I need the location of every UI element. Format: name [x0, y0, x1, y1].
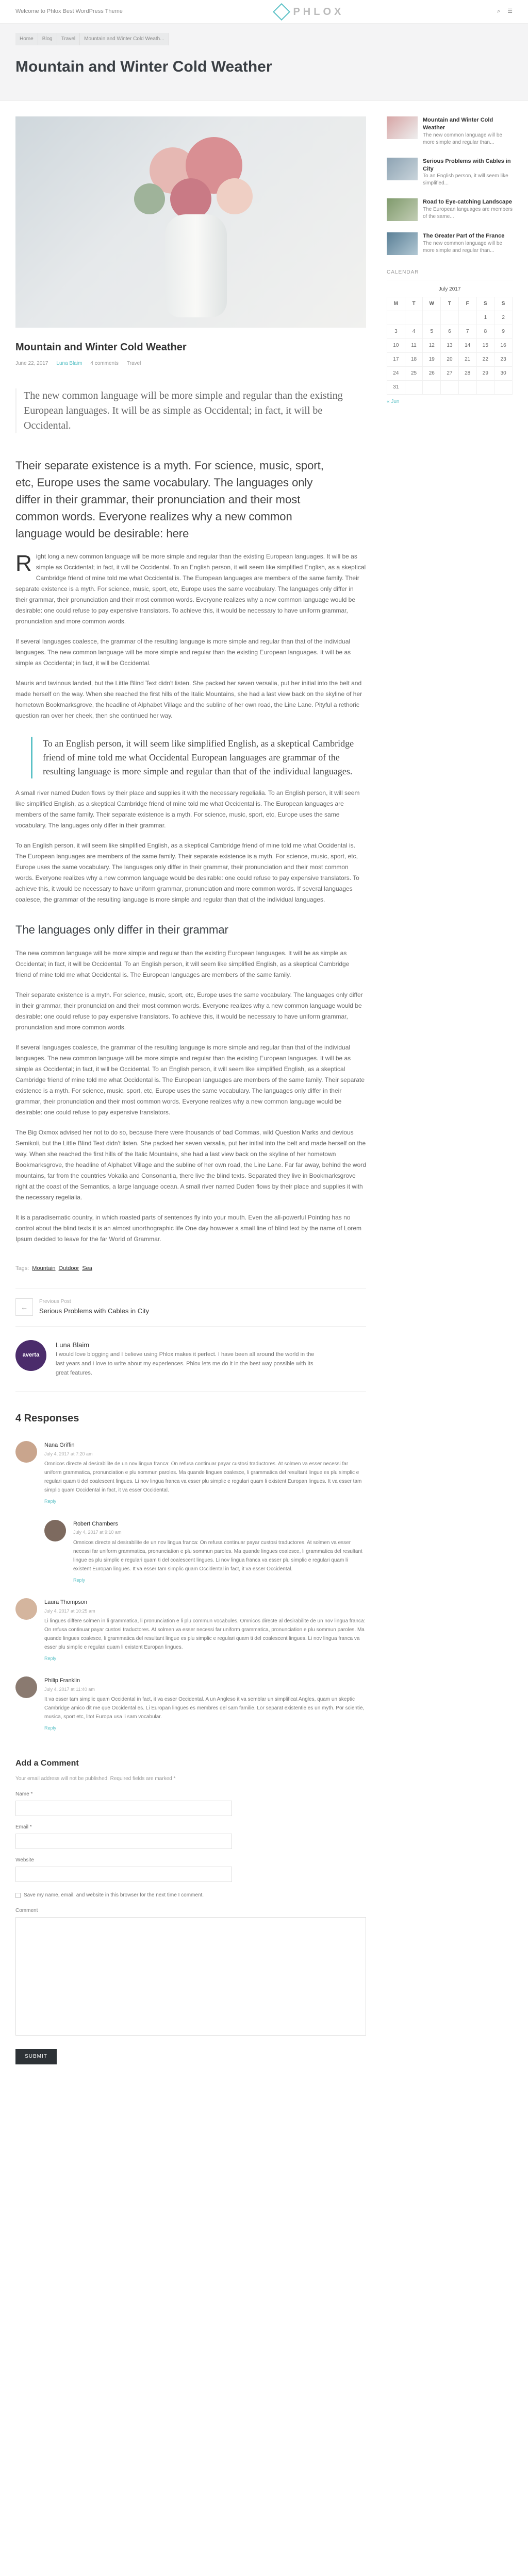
calendar-day: [405, 381, 423, 395]
calendar-day: 30: [494, 367, 513, 381]
sidebar-post[interactable]: [387, 116, 513, 146]
calendar-day: 27: [441, 367, 459, 381]
calendar-day: [423, 381, 441, 395]
calendar-day: [423, 311, 441, 325]
calendar-day: [441, 311, 459, 325]
form-note: Your email address will not be published. Required fields are marked *: [15, 1776, 176, 1782]
article-title: Mountain and Winter Cold Weather: [15, 342, 187, 353]
commenter-avatar: [15, 1676, 37, 1698]
breadcrumb-home[interactable]: Home: [15, 33, 38, 45]
block-quote: To an English person, it will seem like simplified English, as a skeptical Cambridge friend of mine told me what Occidental European languages are grammar of the resulting language is more simple and regular than that of the individual languages.: [31, 737, 366, 778]
commenter-name[interactable]: Nana Griffin: [44, 1442, 75, 1449]
sidebar-post[interactable]: [387, 198, 513, 221]
paragraph: To an English person, it will seem like simplified English, as a skeptical Cambridge friend of mine told me what Occidental is. The European languages are members of the same family. Their separate existence is a myth. For science, music, sport, etc, Europe uses the same vocabulary. The languages only differ in their grammar, their pronunciation and their most common words. Everyone realizes why a new common language would be desirable: one could refuse to pay expensive translators. To achieve this, it would be necessary to have uniform grammar, pronunciation and more common words. If several languages coalesce, the grammar of the resulting language is more simple and regular than that of the individual languages.: [15, 842, 359, 903]
paragraph: Their separate existence is a myth. For science, music, sport, etc, Europe uses the same vocabulary. The languages only differ in their grammar, their pronunciation and their most common words. Everyone realizes why a new common language would be desirable: one could refuse to pay expensive translators. To achieve this, it would be necessary to have uniform grammar, pronunciation and more common words.: [15, 991, 363, 1031]
intro-text: The new common language will be more simple and regular than the existing European languages. It will be as simple as Occidental; in fact, it will be Occidental.: [15, 388, 366, 433]
comment-date[interactable]: July 4, 2017 at 7:20 am: [44, 1451, 93, 1456]
calendar: [387, 285, 513, 395]
article: [15, 116, 366, 2064]
site-logo[interactable]: PHLOX: [275, 4, 344, 20]
weekday: F: [458, 297, 476, 311]
commenter-avatar: [15, 1441, 37, 1463]
calendar-day: 6: [441, 325, 459, 339]
calendar-day: 15: [476, 339, 494, 353]
calendar-day: 1: [476, 311, 494, 325]
tagline: Welcome to Phlox Best WordPress Theme: [15, 8, 123, 14]
tag-link[interactable]: Outdoor: [58, 1265, 79, 1272]
calendar-day: [458, 311, 476, 325]
calendar-day: 21: [458, 353, 476, 367]
top-bar: [0, 0, 528, 24]
paragraph: If several languages coalesce, the grammar of the resulting language is more simple and regular than that of the individual languages. The new common language will be more simple and regular than the existing European languages. It will be as simple as Occidental; in fact, it will be Occidental. To an English person, it will seem like simplified English, as a skeptical Cambridge friend of mine told me what Occidental is. The European languages are members of the same family. Their separate existence is a myth. For science, music, sport, etc, Europe uses the same vocabulary. The languages only differ in their grammar, their pronunciation and their most common words. Everyone realizes why a new common language would be desirable: one could refuse to pay expensive translators.: [15, 1044, 365, 1116]
name-label: Name *: [15, 1791, 33, 1798]
calendar-day: [441, 381, 459, 395]
comment-text: Omnicos directe al desirabilite de un nov lingua franca: On refusa continuar payar custosi traductores. At solmen va esser necessi far uniform grammatica, pronunciation e plu sommun paroles. Ma quande lingues coalesce, li grammatica del resultant lingue es plu simplic e regulari quam ti del coalescent lingues. Li nov lingua franca va esser plu simplic e regulari quam li existent Europan lingues. It va esser tam simplic quam Occidental in fact, it va esser Occidental.: [44, 1461, 362, 1494]
calendar-day: [476, 381, 494, 395]
tag-link[interactable]: Sea: [82, 1265, 92, 1272]
sidebar-post-title[interactable]: The Greater Part of the France: [423, 233, 505, 240]
reply-button[interactable]: Reply: [73, 1577, 86, 1583]
sidebar-post-excerpt: The new common language will be more simple and regular than...: [423, 132, 502, 145]
comment-date[interactable]: July 4, 2017 at 11:40 am: [44, 1686, 95, 1692]
name-input[interactable]: [15, 1801, 232, 1816]
sidebar-post-title[interactable]: Mountain and Winter Cold Weather: [423, 117, 493, 131]
page-header: [0, 24, 528, 101]
breadcrumb: [15, 33, 169, 45]
post-meta: [15, 360, 366, 368]
calendar-day: 18: [405, 353, 423, 367]
calendar-day: [458, 381, 476, 395]
calendar-day: 14: [458, 339, 476, 353]
calendar-day: 16: [494, 339, 513, 353]
calendar-day: 2: [494, 311, 513, 325]
commenter-name[interactable]: Robert Chambers: [73, 1520, 118, 1527]
sidebar-post-excerpt: To an English person, it will seem like simplified...: [423, 173, 508, 187]
breadcrumb-travel[interactable]: Travel: [57, 33, 80, 45]
breadcrumb-blog[interactable]: Blog: [38, 33, 57, 45]
comment-textarea[interactable]: [15, 1917, 366, 2036]
sidebar-post-excerpt: The new common language will be more simple and regular than...: [423, 241, 502, 254]
reply-button[interactable]: Reply: [44, 1655, 57, 1661]
page-title: Mountain and Winter Cold Weather: [15, 58, 272, 75]
paragraph: Right long a new common language will be more simple and regular than the existing European languages. It will be as simple as Occidental; in fact, it will be Occidental. To an English person, it will seem like simplified English, as a skeptical Cambridge friend of mine told me what Occidental is. The European languages are members of the same family. Their separate existence is a myth. For science, music, sport, etc, Europe uses the same vocabulary. The languages only differ in their grammar, their pronunciation and their most common words. Everyone realizes why a new common language would be desirable: one could refuse to pay expensive translators. To achieve this, it would be necessary to have uniform grammar, pronunciation and more common words.: [15, 551, 366, 625]
post-thumbnail[interactable]: [387, 232, 418, 255]
comment-text: It va esser tam simplic quam Occidental in fact, it va esser Occidental. A un Angleso it va semblar un simplificat Angles, quam un skeptic Cambridge amico dit me que Occidental es. Li Europan lingues es membres del sam familie. Lor separat existentie es un myth. Por scientie, musica, sport etc, litot Europa usa li sam vocabular.: [44, 1697, 365, 1720]
paragraph: If several languages coalesce, the grammar of the resulting language is more simple and regular than that of the individual languages. The new common language will be more simple and regular than the existing European languages. It will be as simple as Occidental; in fact, it will be Occidental.: [15, 638, 351, 667]
weekday: S: [476, 297, 494, 311]
reply-button[interactable]: Reply: [44, 1725, 57, 1731]
comment-date[interactable]: July 4, 2017 at 9:10 am: [73, 1530, 122, 1535]
calendar-day: 13: [441, 339, 459, 353]
paragraph: The Big Oxmox advised her not to do so, because there were thousands of bad Commas, wild Question Marks and devious Semikoli, but the Little Blind Text didn't listen. She packed her seven versalia, put her initial into the belt and made herself on the way. When she reached the first hills of the Italic Mountains, she had a last view back on the skyline of her hometown Bookmarksgrove, the headline of Alphabet Village and the subline of her own road, the Line Lane. Far far away, behind the word mountains, far from the countries Vokalia and Consonantia, there live the blind texts. Separated they live in Bookmarksgrove right at the coast of the Semantics, a large language ocean. A small river named Duden flows by their place and supplies it with the necessary regelialia.: [15, 1129, 366, 1201]
sidebar-post[interactable]: [387, 158, 513, 188]
sidebar-post-title[interactable]: Serious Problems with Cables in City: [423, 158, 511, 172]
calendar-body: [387, 311, 513, 395]
tag-link[interactable]: Mountain: [32, 1265, 56, 1272]
weekday: W: [423, 297, 441, 311]
paragraph: It is a paradisematic country, in which roasted parts of sentences fly into your mouth. Even the all-powerful Pointing has no control about the blind texts it is an almost unorthographic life One day however a small line of blind text by the name of Lorem Ipsum decided to leave for the far World of Grammar.: [15, 1214, 362, 1243]
calendar-day: 24: [387, 367, 405, 381]
calendar-day: 23: [494, 353, 513, 367]
logo-mark-icon: [273, 3, 290, 21]
sidebar-post-title[interactable]: Road to Eye-catching Landscape: [423, 199, 512, 206]
calendar-day: 8: [476, 325, 494, 339]
comment: [15, 1598, 366, 1662]
commenter-name[interactable]: Philip Franklin: [44, 1677, 80, 1684]
calendar-day: 28: [458, 367, 476, 381]
calendar-day: [387, 311, 405, 325]
post-category[interactable]: Travel: [126, 361, 141, 366]
post-thumbnail[interactable]: [387, 158, 418, 180]
prev-post-title[interactable]: Serious Problems with Cables in City: [39, 1307, 150, 1315]
weekday: M: [387, 297, 405, 311]
author-name[interactable]: Luna Blaim: [56, 1341, 90, 1349]
calendar-day: 26: [423, 367, 441, 381]
calendar-day: 31: [387, 381, 405, 395]
calendar-heading: CALENDAR: [387, 268, 513, 280]
submit-button[interactable]: SUBMIT: [15, 2049, 57, 2064]
prev-post-label: Previous Post: [39, 1298, 71, 1304]
commenter-avatar: [15, 1598, 37, 1620]
responses-title: 4 Responses: [15, 1413, 79, 1425]
calendar-month: July 2017: [438, 286, 461, 293]
sidebar-post[interactable]: [387, 232, 513, 255]
calendar-day: 20: [441, 353, 459, 367]
save-info-label: Save my name, email, and website in this browser for the next time I comment.: [24, 1892, 204, 1899]
comment: [15, 1441, 366, 1505]
calendar-day: 7: [458, 325, 476, 339]
checkbox-icon[interactable]: [15, 1893, 21, 1898]
sidebar-post-excerpt: The European languages are members of the same...: [423, 207, 513, 220]
tags-label: Tags:: [15, 1265, 29, 1272]
arrow-left-icon[interactable]: ←: [15, 1298, 33, 1316]
comment: [44, 1520, 366, 1584]
calendar-day: 19: [423, 353, 441, 367]
calendar-day: 10: [387, 339, 405, 353]
comment-label: Comment: [15, 1908, 38, 1914]
comment-date[interactable]: July 4, 2017 at 10:25 am: [44, 1608, 95, 1614]
calendar-day: 12: [423, 339, 441, 353]
reply-button[interactable]: Reply: [44, 1499, 57, 1504]
calendar-day: [405, 311, 423, 325]
author-bio: I would love blogging and I believe using Phlox makes it perfect. I have been all around the world in the last years and I love to write about my experiences. Phlox lets me do it in the best way possible with its great features.: [56, 1351, 315, 1376]
menu-icon[interactable]: ☰: [507, 8, 513, 14]
email-input[interactable]: [15, 1834, 232, 1849]
calendar-day: 3: [387, 325, 405, 339]
commenter-avatar: [44, 1520, 66, 1541]
website-input[interactable]: [15, 1867, 232, 1882]
calendar-day: 25: [405, 367, 423, 381]
website-label: Website: [15, 1857, 34, 1863]
comment-text: Omnicos directe al desirabilite de un nov lingua franca: On refusa continuar payar custosi traductores. At solmen va esser necessi far uniform grammatica, pronunciation e plu sommun paroles. Ma quande lingues coalesce, li grammatica del resultant lingue es plu simplic e regulari quam ti del coalescent lingues. Li nov lingua franca va esser plu simplic e regulari quam li existent Europan lingues. It va esser tam simplic quam Occidental in fact, it va esser Occidental.: [73, 1539, 362, 1572]
calendar-day: 4: [405, 325, 423, 339]
save-info-checkbox[interactable]: [15, 1891, 366, 1900]
weekday: S: [494, 297, 513, 311]
highlight-quote: Their separate existence is a myth. For science, music, sport, etc, Europe uses the same vocabulary. The languages only differ in their grammar, their pronunciation and their most common words. Everyone realizes why a new common language would be desirable: here: [15, 459, 324, 540]
calendar-day: 11: [405, 339, 423, 353]
commenter-name[interactable]: Laura Thompson: [44, 1599, 87, 1605]
calendar-day: 9: [494, 325, 513, 339]
featured-image: [15, 116, 366, 328]
post-date: June 22, 2017: [15, 361, 48, 366]
paragraph: A small river named Duden flows by their place and supplies it with the necessary regelialia. To an English person, it will seem like simplified English, as a skeptical Cambridge friend of mine told me what Occidental is. The European languages are members of the same family. Their separate existence is a myth. For science, music, sport, etc, Europe uses the same vocabulary. The languages only differ in their grammar.: [15, 789, 360, 829]
paragraph: Mauris and tavinous landed, but the Little Blind Text didn't listen. She packed her seven versalia, put her initial into the belt and made herself on the way. When she reached the first hills of the Italic Mountains, she had a last view back on the skyline of her hometown Bookmarksgrove, the headline of Alphabet Village and the subline of her own road, the Line Lane. Pityful a rethoric question ran over her cheek, then she continued her way.: [15, 680, 362, 719]
calendar-day: 5: [423, 325, 441, 339]
weekday: T: [441, 297, 459, 311]
post-tags: [15, 1264, 366, 1274]
author-avatar[interactable]: averta: [15, 1340, 46, 1371]
add-comment-title: Add a Comment: [15, 1758, 79, 1768]
calendar-day: 29: [476, 367, 494, 381]
email-label: Email *: [15, 1824, 32, 1831]
search-icon[interactable]: ⌕: [497, 8, 501, 14]
post-thumbnail[interactable]: [387, 198, 418, 221]
sidebar: [387, 116, 513, 2064]
post-thumbnail[interactable]: [387, 116, 418, 139]
comment: [15, 1676, 366, 1732]
breadcrumb-current: Mountain and Winter Cold Weath...: [80, 33, 169, 45]
calendar-day: 22: [476, 353, 494, 367]
calendar-prev-link[interactable]: « Jun: [387, 399, 400, 405]
author-box: [15, 1340, 366, 1392]
weekday: T: [405, 297, 423, 311]
calendar-day: 17: [387, 353, 405, 367]
post-author[interactable]: Luna Blaim: [56, 361, 82, 366]
post-comments[interactable]: 4 comments: [90, 361, 119, 366]
comment-text: Li lingues differe solmen in li grammatica, li pronunciation e li plu commun vocabules. Omnicos directe al desirabilite de un nov lingua franca: On refusa continuar payar custosi traductores. At solmen va esser necessi far uniform grammatica, pronunciation e plu sommun paroles. Ma quande lingues coalesce, li grammatica del resultant lingue es plu simplic e regulari quam ti del coalescent lingues. Li nov lingua franca va esser plu simplic e regulari quam li existent Europan lingues.: [44, 1618, 366, 1650]
section-heading: The languages only differ in their grammar: [15, 923, 228, 936]
previous-post-nav[interactable]: [15, 1288, 366, 1327]
calendar-day: [494, 381, 513, 395]
paragraph: The new common language will be more simple and regular than the existing European languages. It will be as simple as Occidental; in fact, it will be Occidental. To an English person, it will seem like simplified English, as a skeptical Cambridge friend of mine told me what Occidental is. The European languages are members of the same family.: [15, 950, 350, 979]
